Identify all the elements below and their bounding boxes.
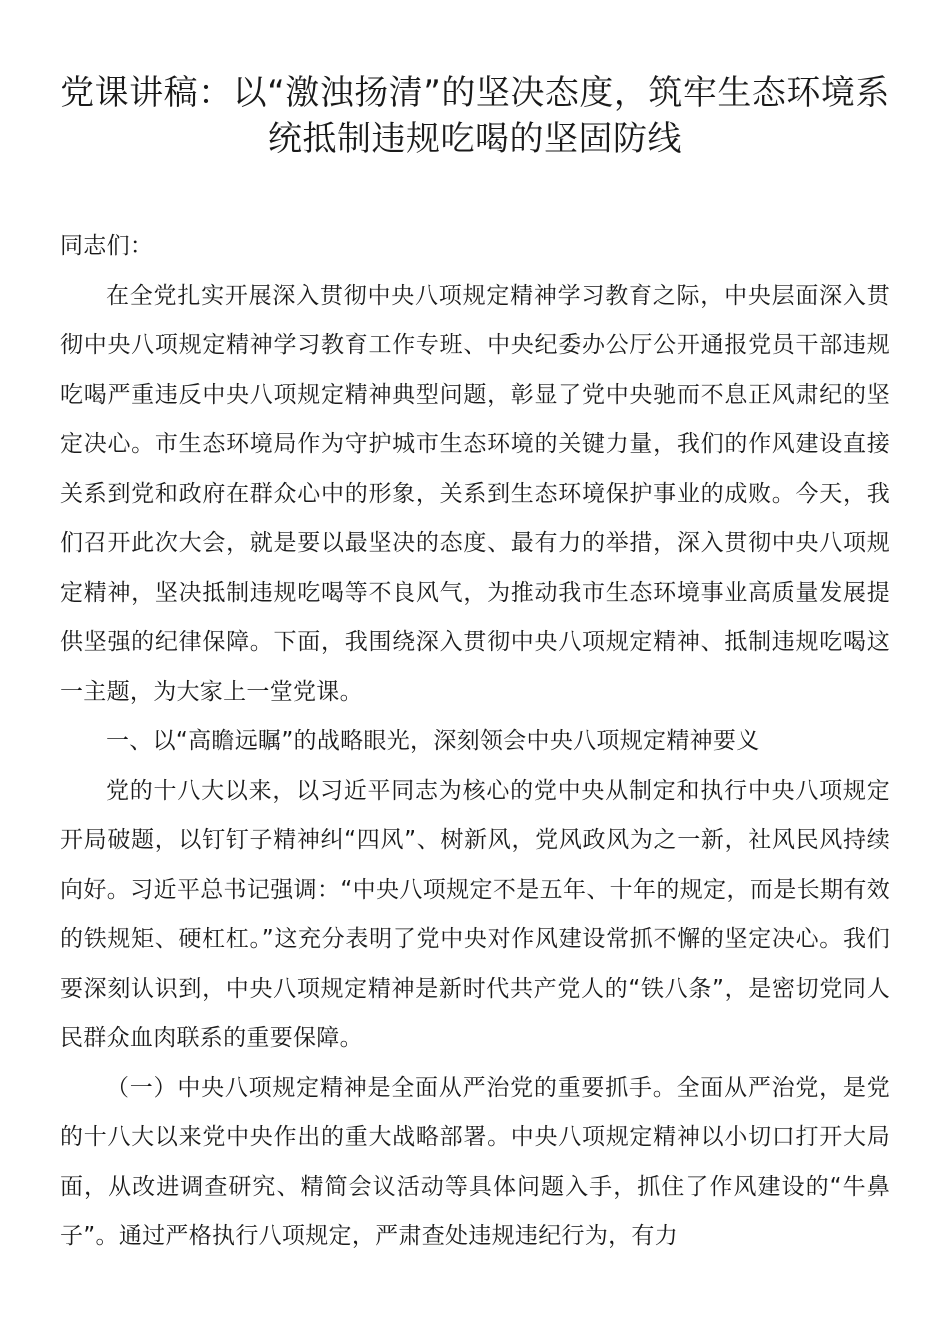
paragraph-subsection-1: （一）中央八项规定精神是全面从严治党的重要抓手。全面从严治党，是党的十八大以来党中央作出的重大战略部署。中央八项规定精神以小切口打开大局面，从改进调查研究、精简会议活动等具体问题入手，抓住了作风建设的“牛鼻子”。通过严格执行八项规定，严肃查处违规违纪行为，有力: [60, 1074, 890, 1249]
section-heading-1: 一、以“高瞻远瞩”的战略眼光，深刻领会中央八项规定精神要义: [106, 728, 760, 754]
greeting: 同志们：: [60, 233, 154, 259]
paragraph-section-1: 党的十八大以来，以习近平同志为核心的党中央从制定和执行中央八项规定开局破题，以钉钉子精神纠“四风”、树新风，党风政风为之一新，社风民风持续向好。习近平总书记强调：“中央八项规定不是五年、十年的规定，而是长期有效的铁规矩、硬杠杠。”这充分表明了党中央对作风建设常抓不懈的坚定决心。我们要深刻认识到，中央八项规定精神是新时代共产党人的“铁八条”，是密切党同人民群众血肉联系的重要保障。: [60, 777, 890, 1051]
document-title: 党课讲稿：以“激浊扬清”的坚决态度，筑牢生态环境系统抵制违规吃喝的坚固防线: [60, 73, 890, 159]
document-body: [60, 222, 890, 1262]
paragraph-intro: 在全党扎实开展深入贯彻中央八项规定精神学习教育之际，中央层面深入贯彻中央八项规定精神学习教育工作专班、中央纪委办公厅公开通报党员干部违规吃喝严重违反中央八项规定精神典型问题，彰显了党中央驰而不息正风肃纪的坚定决心。市生态环境局作为守护城市生态环境的关键力量，我们的作风建设直接关系到党和政府在群众心中的形象，关系到生态环境保护事业的成败。今天，我们召开此次大会，就是要以最坚决的态度、最有力的举措，深入贯彻中央八项规定精神，坚决抵制违规吃喝等不良风气，为推动我市生态环境事业高质量发展提供坚强的纪律保障。下面，我围绕深入贯彻中央八项规定精神、抵制违规吃喝这一主题，为大家上一堂党课。: [60, 282, 890, 705]
